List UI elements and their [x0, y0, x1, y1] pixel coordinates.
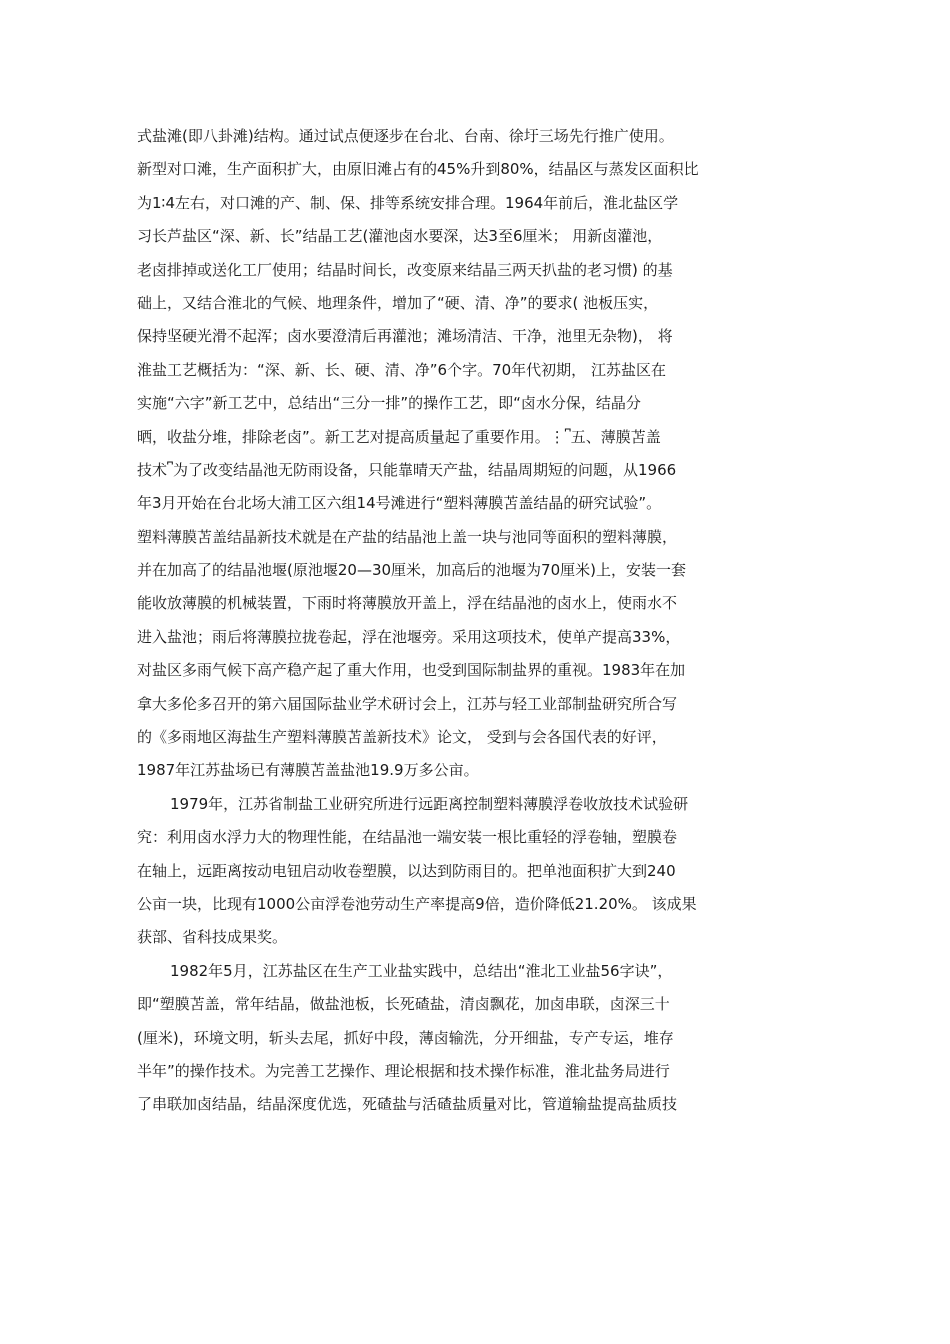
text-line: 在轴上，远距离按动电钮启动收卷塑膜，以达到防雨目的。把单池面积扩大到240: [137, 861, 676, 880]
text-line: 即“塑膜苫盖，常年结晶，做盐池板，长死碴盐，清卤飘花，加卤串联，卤深三十: [137, 995, 670, 1014]
text-line: 础上，又结合淮北的气候、地理条件，增加了“硬、清、净”的要求( 池板压实，: [137, 293, 659, 312]
text-line: 进入盐池；雨后将薄膜拉拢卷起，浮在池堰旁。采用这项技术，使单产提高33%，: [137, 627, 681, 646]
text-line: 获部、省科技成果奖。: [137, 928, 288, 947]
text-line: 保持坚硬光滑不起浑；卤水要澄清后再灌池；滩场清洁、干净，池里无杂物)， 将: [137, 327, 673, 346]
text-line: 对盐区多雨气候下高产稳产起了重大作用，也受到国际制盐界的重视。1983年在加: [137, 661, 686, 680]
text-line: 拿大多伦多召开的第六届国际盐业学术研讨会上，江苏与轻工业部制盐研究所合写: [137, 694, 678, 713]
text-line: 技术⎴为了改变结晶池无防雨设备，只能靠晴天产盐，结晶周期短的问题，从1966: [137, 460, 677, 479]
text-line: 公亩一块，比现有1000公亩浮卷池劳动生产率提高9倍，造价降低21.20%。 该成果: [137, 894, 697, 913]
text-line: 淮盐工艺概括为：“深、新、长、硬、清、净”6个字。70年代初期， 江苏盐区在: [137, 360, 666, 379]
text-line: 半年”的操作技术。为完善工艺操作、理论根据和技术操作标准，淮北盐务局进行: [137, 1061, 670, 1080]
text-line: 式盐滩(即八卦滩)结构。通过试点便逐步在台北、台南、徐圩三场先行推广使用。: [137, 127, 674, 145]
text-line: 年3月开始在台北场大浦工区六组14号滩进行“塑料薄膜苫盖结晶的研究试验”。: [137, 494, 662, 513]
text-line: 塑料薄膜苫盖结晶新技术就是在产盐的结晶池上盖一块与池同等面积的塑料薄膜，: [137, 527, 678, 546]
document-body: [137, 120, 817, 1122]
text-line: 的《多雨地区海盐生产塑料薄膜苫盖新技术》论文， 受到与会各国代表的好评，: [137, 728, 667, 747]
text-line: 为1∶4左右，对口滩的产、制、保、排等系统安排合理。1964年前后，淮北盐区学: [137, 193, 679, 212]
text-line: 实施“六字”新工艺中，总结出“三分一排”的操作工艺，即“卤水分保，结晶分: [137, 394, 641, 413]
text-line: 能收放薄膜的机械装置，下雨时将薄膜放开盖上，浮在结晶池的卤水上，使雨水不: [137, 594, 678, 613]
text-line: 新型对口滩，生产面积扩大，由原旧滩占有的45%升到80%，结晶区与蒸发区面积比: [137, 160, 699, 179]
text-line: 晒，收盐分堆，排除老卤”。新工艺对提高质量起了重要作用。⋮⎴五、薄膜苫盖: [137, 427, 661, 446]
text-line: 并在加高了的结晶池堰(原池堰20—30厘米，加高后的池堰为70厘米)上，安装一套: [137, 561, 686, 580]
text-line-paragraph-start: 1979年，江苏省制盐工业研究所进行远距离控制塑料薄膜浮卷收放技术试验研: [170, 794, 689, 813]
text-line-paragraph-start: 1982年5月，江苏盐区在生产工业盐实践中，总结出“淮北工业盐56字诀”，: [170, 961, 673, 980]
text-line: 老卤排掉或送化工厂使用；结晶时间长，改变原来结晶三两天扒盐的老习惯) 的基: [137, 260, 673, 279]
text-line: 1987年江苏盐场已有薄膜苫盖盐池19.9万多公亩。: [137, 761, 479, 780]
text-line: 了串联加卤结晶，结晶深度优选，死碴盐与活碴盐质量对比，管道输盐提高盐质技: [137, 1095, 678, 1114]
text-line: (厘米)，环境文明，斩头去尾，抓好中段，薄卤输洗，分开细盐，专产专运，堆存: [137, 1028, 674, 1047]
text-line: 习长芦盐区“深、新、长”结晶工艺(灌池卤水要深，达3至6厘米； 用新卤灌池，: [137, 227, 663, 246]
text-line: 究：利用卤水浮力大的物理性能，在结晶池一端安装一根比重轻的浮卷轴，塑膜卷: [137, 828, 678, 847]
